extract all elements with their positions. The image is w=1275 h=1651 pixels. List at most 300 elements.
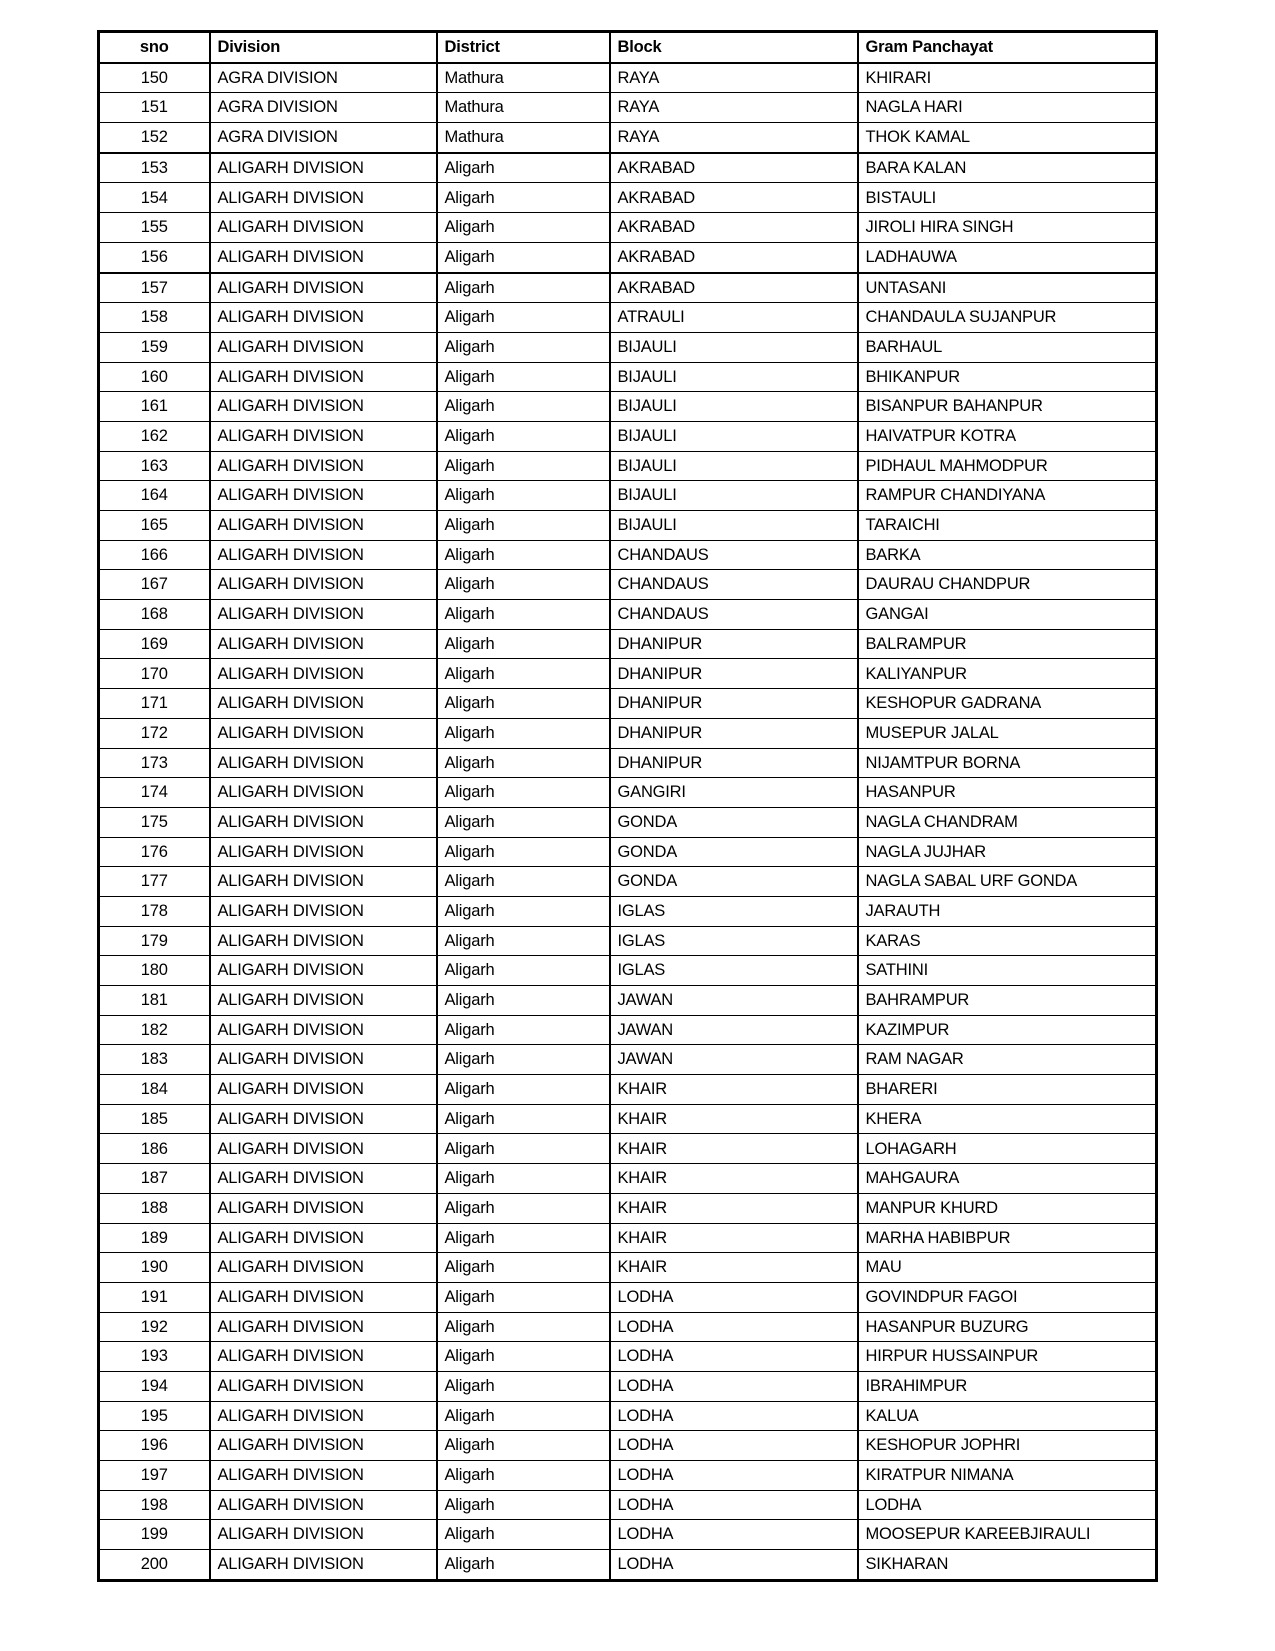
table-cell: LODHA [610,1490,858,1520]
table-cell: 180 [99,956,210,986]
table-cell: JAWAN [610,986,858,1016]
table-cell: BARHAUL [858,332,1157,362]
table-cell: DHANIPUR [610,718,858,748]
table-cell: Mathura [437,93,610,123]
table-cell: JARAUTH [858,896,1157,926]
table-cell: Aligarh [437,689,610,719]
table-cell: KESHOPUR GADRANA [858,689,1157,719]
table-cell: ALIGARH DIVISION [210,362,437,392]
table-row [99,1045,1157,1075]
table-cell: CHANDAUS [610,570,858,600]
table-cell: ALIGARH DIVISION [210,689,437,719]
table-cell: LODHA [610,1282,858,1312]
table-cell: ALIGARH DIVISION [210,1253,437,1283]
table-cell: HAIVATPUR KOTRA [858,421,1157,451]
table-cell: ALIGARH DIVISION [210,778,437,808]
table-cell: ALIGARH DIVISION [210,213,437,243]
table-cell: ALIGARH DIVISION [210,896,437,926]
table-cell: NAGLA JUJHAR [858,837,1157,867]
table-cell: AGRA DIVISION [210,63,437,93]
table-cell: 155 [99,213,210,243]
table-cell: Aligarh [437,183,610,213]
table-cell: BIJAULI [610,392,858,422]
table-cell: ALIGARH DIVISION [210,600,437,630]
table-cell: AKRABAD [610,153,858,183]
table-row [99,748,1157,778]
table-cell: 190 [99,1253,210,1283]
table-cell: 160 [99,362,210,392]
table-cell: MOOSEPUR KAREEBJIRAULI [858,1520,1157,1550]
table-cell: ALIGARH DIVISION [210,1282,437,1312]
table-cell: NAGLA SABAL URF GONDA [858,867,1157,897]
table-row [99,1253,1157,1283]
table-cell: 193 [99,1342,210,1372]
table-cell: ALIGARH DIVISION [210,1045,437,1075]
table-row [99,481,1157,511]
table-cell: 183 [99,1045,210,1075]
table-cell: BAHRAMPUR [858,986,1157,1016]
table-row [99,421,1157,451]
table-cell: Aligarh [437,926,610,956]
table-cell: LOHAGARH [858,1134,1157,1164]
table-cell: BHARERI [858,1075,1157,1105]
table-cell: HIRPUR HUSSAINPUR [858,1342,1157,1372]
table-cell: 199 [99,1520,210,1550]
table-cell: Aligarh [437,1075,610,1105]
table-cell: Aligarh [437,1342,610,1372]
table-cell: 188 [99,1193,210,1223]
table-cell: MANPUR KHURD [858,1193,1157,1223]
table-cell: Aligarh [437,1282,610,1312]
table-cell: ALIGARH DIVISION [210,1342,437,1372]
table-cell: 191 [99,1282,210,1312]
table-cell: 185 [99,1104,210,1134]
table-cell: Aligarh [437,421,610,451]
table-cell: NIJAMTPUR BORNA [858,748,1157,778]
table-cell: ALIGARH DIVISION [210,1134,437,1164]
table-row [99,540,1157,570]
table-cell: Aligarh [437,1134,610,1164]
table-cell: KARAS [858,926,1157,956]
table-cell: GANGIRI [610,778,858,808]
table-cell: ALIGARH DIVISION [210,659,437,689]
table-cell: ALIGARH DIVISION [210,986,437,1016]
table-cell: 195 [99,1401,210,1431]
table-container [97,30,1158,1582]
table-header-row [99,32,1157,63]
table-cell: AKRABAD [610,273,858,303]
table-cell: ALIGARH DIVISION [210,1490,437,1520]
table-cell: KHAIR [610,1253,858,1283]
table-cell: IGLAS [610,956,858,986]
table-cell: MARHA HABIBPUR [858,1223,1157,1253]
table-cell: SIKHARAN [858,1550,1157,1581]
table-cell: ALIGARH DIVISION [210,1550,437,1581]
table-cell: KHIRARI [858,63,1157,93]
table-cell: THOK KAMAL [858,123,1157,153]
table-row [99,183,1157,213]
table-cell: KALIYANPUR [858,659,1157,689]
table-cell: DHANIPUR [610,629,858,659]
table-cell: Aligarh [437,1253,610,1283]
table-cell: ALIGARH DIVISION [210,242,437,272]
table-cell: 197 [99,1461,210,1491]
table-cell: KALUA [858,1401,1157,1431]
table-cell: Aligarh [437,1015,610,1045]
table-cell: ALIGARH DIVISION [210,956,437,986]
table-row [99,778,1157,808]
table-cell: Aligarh [437,451,610,481]
table-cell: 153 [99,153,210,183]
table-cell: GONDA [610,807,858,837]
table-cell: LODHA [610,1550,858,1581]
table-row [99,956,1157,986]
table-cell: ALIGARH DIVISION [210,1223,437,1253]
table-cell: 194 [99,1371,210,1401]
table-row [99,867,1157,897]
table-row [99,392,1157,422]
table-cell: Aligarh [437,362,610,392]
table-cell: LODHA [610,1461,858,1491]
table-cell: CHANDAUS [610,540,858,570]
table-cell: BHIKANPUR [858,362,1157,392]
table-cell: HASANPUR [858,778,1157,808]
table-cell: MAHGAURA [858,1164,1157,1194]
table-cell: 166 [99,540,210,570]
table-cell: Aligarh [437,213,610,243]
table-cell: Aligarh [437,1371,610,1401]
table-cell: Aligarh [437,1490,610,1520]
table-row [99,1193,1157,1223]
table-cell: Aligarh [437,1431,610,1461]
table-row [99,1520,1157,1550]
table-cell: 156 [99,242,210,272]
table-cell: 162 [99,421,210,451]
table-cell: ALIGARH DIVISION [210,718,437,748]
table-row [99,1312,1157,1342]
table-cell: GOVINDPUR FAGOI [858,1282,1157,1312]
table-row [99,1550,1157,1581]
table-row [99,1490,1157,1520]
table-cell: Aligarh [437,867,610,897]
table-cell: NAGLA HARI [858,93,1157,123]
table-cell: LODHA [610,1312,858,1342]
table-cell: BIJAULI [610,362,858,392]
table-row [99,837,1157,867]
table-cell: ALIGARH DIVISION [210,1431,437,1461]
table-cell: ALIGARH DIVISION [210,629,437,659]
table-row [99,1342,1157,1372]
table-cell: GANGAI [858,600,1157,630]
table-cell: RAM NAGAR [858,1045,1157,1075]
table-row [99,689,1157,719]
table-cell: RAYA [610,63,858,93]
column-header-block: Block [610,32,858,63]
table-cell: KIRATPUR NIMANA [858,1461,1157,1491]
table-row [99,123,1157,153]
table-row [99,600,1157,630]
table-cell: PIDHAUL MAHMODPUR [858,451,1157,481]
table-cell: 170 [99,659,210,689]
table-cell: AGRA DIVISION [210,123,437,153]
table-cell: KHAIR [610,1193,858,1223]
table-cell: 174 [99,778,210,808]
table-cell: 178 [99,896,210,926]
table-row [99,63,1157,93]
table-row [99,1223,1157,1253]
table-row [99,1282,1157,1312]
table-cell: BIJAULI [610,451,858,481]
table-cell: 182 [99,1015,210,1045]
table-cell: RAMPUR CHANDIYANA [858,481,1157,511]
table-cell: KHAIR [610,1075,858,1105]
table-row [99,303,1157,333]
table-cell: CHANDAULA SUJANPUR [858,303,1157,333]
table-cell: KHAIR [610,1134,858,1164]
table-cell: Aligarh [437,273,610,303]
table-row [99,273,1157,303]
table-cell: 200 [99,1550,210,1581]
table-row [99,93,1157,123]
table-cell: DAURAU CHANDPUR [858,570,1157,600]
table-cell: Aligarh [437,1520,610,1550]
table-cell: Mathura [437,123,610,153]
table-cell: BARA KALAN [858,153,1157,183]
table-cell: BIJAULI [610,421,858,451]
table-cell: 177 [99,867,210,897]
table-cell: Aligarh [437,896,610,926]
table-header [99,32,1157,63]
table-cell: IBRAHIMPUR [858,1371,1157,1401]
table-cell: BALRAMPUR [858,629,1157,659]
table-cell: ALIGARH DIVISION [210,481,437,511]
table-cell: 154 [99,183,210,213]
table-cell: Aligarh [437,511,610,541]
table-cell: RAYA [610,93,858,123]
table-cell: 164 [99,481,210,511]
table-cell: 192 [99,1312,210,1342]
table-cell: Aligarh [437,807,610,837]
table-cell: DHANIPUR [610,689,858,719]
table-cell: 163 [99,451,210,481]
table-cell: LODHA [610,1520,858,1550]
table-cell: Aligarh [437,778,610,808]
table-row [99,153,1157,183]
table-cell: ALIGARH DIVISION [210,540,437,570]
table-cell: KHAIR [610,1223,858,1253]
table-cell: ALIGARH DIVISION [210,926,437,956]
table-cell: ALIGARH DIVISION [210,1461,437,1491]
table-cell: LODHA [610,1401,858,1431]
table-row [99,1164,1157,1194]
table-cell: BIJAULI [610,332,858,362]
table-cell: 181 [99,986,210,1016]
table-body [99,63,1157,1581]
table-cell: KHAIR [610,1164,858,1194]
table-cell: ALIGARH DIVISION [210,153,437,183]
table-cell: ALIGARH DIVISION [210,451,437,481]
table-cell: Aligarh [437,540,610,570]
table-cell: ALIGARH DIVISION [210,867,437,897]
table-cell: Aligarh [437,659,610,689]
table-cell: ALIGARH DIVISION [210,511,437,541]
table-cell: LODHA [610,1431,858,1461]
table-cell: Aligarh [437,1193,610,1223]
table-cell: 152 [99,123,210,153]
table-cell: 198 [99,1490,210,1520]
column-header-sno: sno [99,32,210,63]
table-cell: Aligarh [437,1401,610,1431]
table-cell: Aligarh [437,748,610,778]
table-row [99,451,1157,481]
table-cell: TARAICHI [858,511,1157,541]
table-cell: AKRABAD [610,213,858,243]
table-cell: 167 [99,570,210,600]
table-cell: Aligarh [437,1550,610,1581]
table-cell: HASANPUR BUZURG [858,1312,1157,1342]
table-cell: 169 [99,629,210,659]
table-row [99,511,1157,541]
table-cell: Aligarh [437,629,610,659]
table-cell: GONDA [610,837,858,867]
table-cell: IGLAS [610,926,858,956]
table-row [99,213,1157,243]
table-row [99,1461,1157,1491]
table-cell: MUSEPUR JALAL [858,718,1157,748]
table-cell: LADHAUWA [858,242,1157,272]
table-cell: DHANIPUR [610,659,858,689]
table-cell: 150 [99,63,210,93]
table-row [99,718,1157,748]
table-cell: ALIGARH DIVISION [210,570,437,600]
table-row [99,1371,1157,1401]
table-cell: 189 [99,1223,210,1253]
table-cell: Aligarh [437,986,610,1016]
table-row [99,1104,1157,1134]
table-row [99,1075,1157,1105]
table-cell: KHAIR [610,1104,858,1134]
table-cell: ALIGARH DIVISION [210,392,437,422]
table-cell: ALIGARH DIVISION [210,1015,437,1045]
table-cell: ALIGARH DIVISION [210,1075,437,1105]
table-cell: Aligarh [437,1045,610,1075]
table-cell: ALIGARH DIVISION [210,807,437,837]
table-cell: 187 [99,1164,210,1194]
table-cell: Aligarh [437,718,610,748]
table-cell: 158 [99,303,210,333]
table-row [99,1015,1157,1045]
column-header-district: District [437,32,610,63]
gram-panchayat-table [97,30,1158,1582]
table-cell: BISTAULI [858,183,1157,213]
table-cell: ALIGARH DIVISION [210,1164,437,1194]
table-cell: Aligarh [437,600,610,630]
table-cell: ALIGARH DIVISION [210,421,437,451]
table-cell: AKRABAD [610,183,858,213]
table-cell: UNTASANI [858,273,1157,303]
table-cell: GONDA [610,867,858,897]
table-cell: Mathura [437,63,610,93]
table-cell: 159 [99,332,210,362]
table-cell: KESHOPUR JOPHRI [858,1431,1157,1461]
table-cell: BIJAULI [610,511,858,541]
table-cell: 151 [99,93,210,123]
table-cell: 186 [99,1134,210,1164]
table-cell: JAWAN [610,1045,858,1075]
table-cell: AKRABAD [610,242,858,272]
table-cell: Aligarh [437,956,610,986]
table-row [99,1401,1157,1431]
table-cell: 157 [99,273,210,303]
table-row [99,896,1157,926]
table-cell: Aligarh [437,837,610,867]
table-cell: NAGLA CHANDRAM [858,807,1157,837]
table-cell: ALIGARH DIVISION [210,1520,437,1550]
table-row [99,629,1157,659]
table-cell: Aligarh [437,303,610,333]
table-cell: ALIGARH DIVISION [210,273,437,303]
table-cell: 161 [99,392,210,422]
table-cell: Aligarh [437,242,610,272]
table-cell: AGRA DIVISION [210,93,437,123]
table-cell: 175 [99,807,210,837]
table-cell: MAU [858,1253,1157,1283]
table-cell: BARKA [858,540,1157,570]
table-cell: JAWAN [610,1015,858,1045]
table-cell: 176 [99,837,210,867]
table-cell: ALIGARH DIVISION [210,1371,437,1401]
table-row [99,926,1157,956]
table-row [99,570,1157,600]
table-cell: Aligarh [437,570,610,600]
table-cell: 184 [99,1075,210,1105]
table-row [99,362,1157,392]
table-cell: Aligarh [437,153,610,183]
table-cell: RAYA [610,123,858,153]
table-row [99,1431,1157,1461]
table-cell: 179 [99,926,210,956]
table-cell: Aligarh [437,1164,610,1194]
table-cell: Aligarh [437,1461,610,1491]
table-cell: Aligarh [437,1223,610,1253]
table-cell: ALIGARH DIVISION [210,1401,437,1431]
table-cell: 171 [99,689,210,719]
table-cell: BISANPUR BAHANPUR [858,392,1157,422]
table-row [99,986,1157,1016]
table-cell: LODHA [610,1342,858,1372]
table-cell: ALIGARH DIVISION [210,1312,437,1342]
table-cell: LODHA [610,1371,858,1401]
table-cell: 165 [99,511,210,541]
table-row [99,1134,1157,1164]
table-cell: 173 [99,748,210,778]
table-cell: LODHA [858,1490,1157,1520]
table-cell: IGLAS [610,896,858,926]
table-cell: Aligarh [437,392,610,422]
table-cell: KAZIMPUR [858,1015,1157,1045]
table-cell: CHANDAUS [610,600,858,630]
table-cell: DHANIPUR [610,748,858,778]
table-cell: BIJAULI [610,481,858,511]
table-row [99,807,1157,837]
column-header-gram-panchayat: Gram Panchayat [858,32,1157,63]
table-cell: Aligarh [437,481,610,511]
table-cell: KHERA [858,1104,1157,1134]
table-cell: ALIGARH DIVISION [210,183,437,213]
column-header-division: Division [210,32,437,63]
table-cell: 172 [99,718,210,748]
table-cell: Aligarh [437,1104,610,1134]
